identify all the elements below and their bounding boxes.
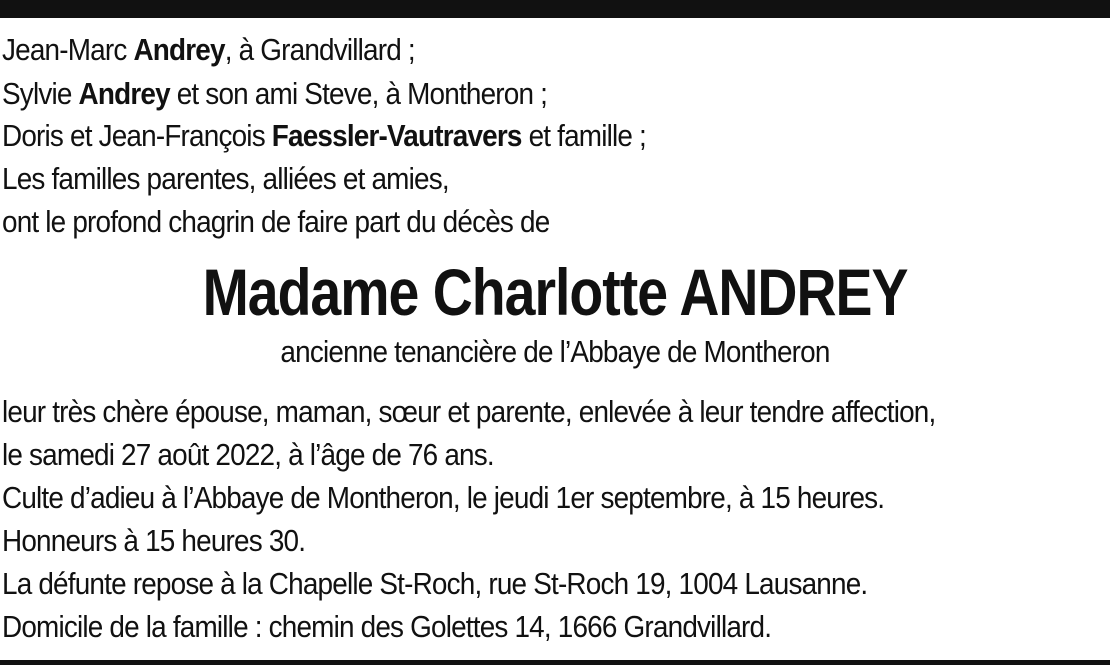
family-surname: Andrey <box>133 32 225 67</box>
family-line-text: Sylvie <box>2 76 79 111</box>
family-line-text: Les familles parentes, alliées et amies, <box>2 161 449 196</box>
body-line-service: Culte d’adieu à l’Abbaye de Montheron, le jeudi 1er septembre, à 15 heures. <box>2 480 885 515</box>
family-line-text: Doris et Jean-François <box>2 118 272 153</box>
body-line-chapel: La défunte repose à la Chapelle St-Roch, rue St-Roch 19, 1004 Lausanne. <box>2 566 868 601</box>
family-line-text: Jean-Marc <box>2 32 134 67</box>
family-surname: Andrey <box>78 76 170 111</box>
body-line-family-address: Domicile de la famille : chemin des Golettes 14, 1666 Grandvillard. <box>2 609 772 644</box>
family-line-relatives <box>2 161 449 197</box>
body-line-affection: leur très chère épouse, maman, sœur et parente, enlevée à leur tendre affection, <box>2 394 936 429</box>
family-line-text: et famille ; <box>521 118 646 153</box>
family-line-jean-marc <box>2 32 415 68</box>
top-border-rule <box>0 0 1110 18</box>
family-surname: Faessler-Vautravers <box>271 118 522 153</box>
family-line-text: et son ami Steve, à Montheron ; <box>169 76 548 111</box>
family-line-doris <box>2 118 646 154</box>
body-line-date: le samedi 27 août 2022, à l’âge de 76 ans. <box>2 437 494 472</box>
family-line-text: ont le profond chagrin de faire part du décès de <box>2 204 550 239</box>
bottom-border-rule <box>0 660 1110 665</box>
family-line-text: , à Grandvillard ; <box>224 32 415 67</box>
family-line-sylvie <box>2 76 547 112</box>
body-line-honours: Honneurs à 15 heures 30. <box>2 523 306 558</box>
deceased-subtitle: ancienne tenancière de l’Abbaye de Montheron <box>280 334 830 369</box>
announcement-intro-line <box>2 204 549 240</box>
deceased-name: Madame Charlotte ANDREY <box>202 255 908 329</box>
